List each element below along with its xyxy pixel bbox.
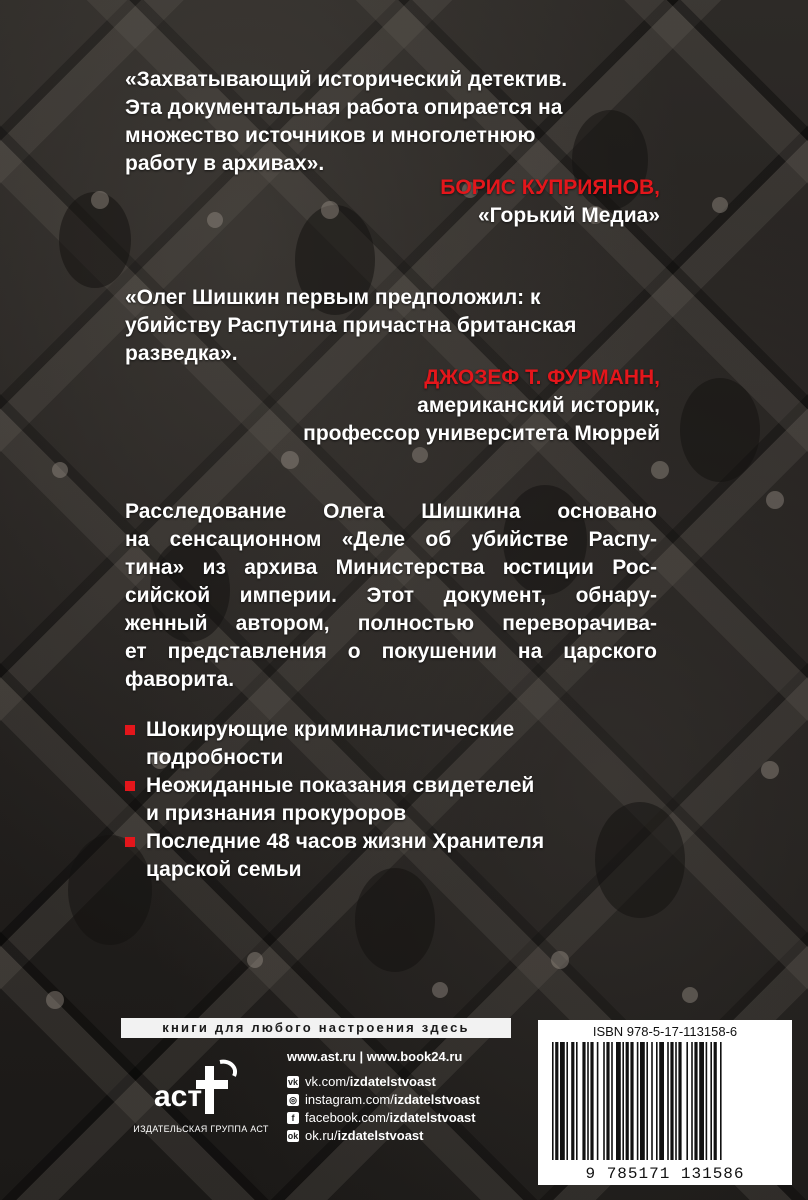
paragraph-line: Расследование Олега Шишкина основано [125, 500, 657, 523]
quote-1-author: БОРИС КУПРИЯНОВ, [440, 176, 660, 199]
red-bullet-icon [125, 725, 135, 735]
bullet-line: Неожиданные показания свидетелей [146, 774, 535, 797]
quote-2-affiliation [200, 392, 660, 448]
quote-line: множество источников и многолетнюю [125, 124, 536, 147]
quote-1-affiliation: «Горький Медиа» [477, 204, 660, 227]
bullet-line: Последние 48 часов жизни Хранителя [146, 830, 545, 853]
bullet-item [125, 716, 625, 772]
bullet-line: подробности [146, 746, 284, 769]
affiliation-line: профессор университета Мюррей [303, 422, 660, 445]
bullet-line: и признания прокуроров [146, 802, 407, 825]
barcode-icon [548, 1042, 782, 1162]
paragraph-line: фаворита. [125, 668, 235, 691]
social-link-facebook[interactable]: f facebook.com/ izdatelstvoast [287, 1110, 476, 1125]
ast-logo-icon [150, 1058, 250, 1120]
instagram-icon: ◎ [287, 1094, 299, 1106]
paragraph-line: на сенсационном «Деле об убийстве Распу- [125, 528, 657, 551]
quote-line: убийству Распутина причастна британская [125, 314, 577, 337]
paragraph-line: сийской империи. Этот документ, обнару- [125, 584, 657, 607]
quote-line: работу в архивах». [125, 152, 325, 175]
paragraph-line: ет представления о покушении на царского [125, 640, 657, 663]
quote-line: «Олег Шишкин первым предположил: к [125, 286, 541, 309]
barcode-digits: 9 785171 131586 [585, 1165, 745, 1183]
description-paragraph [125, 498, 657, 694]
vk-icon: vk [287, 1076, 298, 1087]
quote-line: Эта документальная работа опирается на [125, 96, 563, 119]
bullet-line: царской семьи [146, 858, 302, 881]
quote-line: разведка». [125, 342, 238, 365]
bullet-line: Шокирующие криминалистические [146, 718, 515, 741]
bullet-item [125, 772, 625, 828]
red-bullet-icon [125, 837, 135, 847]
social-link-vk[interactable]: vk vk.com/ izdatelstvoast [287, 1074, 436, 1089]
social-link-instagram[interactable]: ◎ instagram.com/ izdatelstvoast [287, 1092, 480, 1107]
red-bullet-icon [125, 781, 135, 791]
affiliation-line: американский историк, [417, 394, 660, 417]
quote-line: «Захватывающий исторический детектив. [125, 68, 568, 91]
paragraph-line: тина» из архива Министерства юстиции Рос- [125, 556, 657, 579]
odnoklassniki-icon: ok [287, 1130, 299, 1141]
websites-text[interactable]: www.ast.ru | www.book24.ru [287, 1049, 463, 1064]
publisher-name: ИЗДАТЕЛЬСКАЯ ГРУППА АСТ [133, 1124, 269, 1134]
tagline-bar: книги для любого настроения здесь [121, 1018, 511, 1038]
quote-1-text [125, 66, 685, 178]
logo-text: аст [154, 1080, 203, 1113]
quote-2-text [125, 284, 685, 368]
paragraph-line: женный автором, полностью переворачива- [125, 612, 657, 635]
isbn-barcode-box [538, 1020, 792, 1185]
bullet-item [125, 828, 625, 884]
isbn-number: ISBN 978-5-17-113158-6 [592, 1024, 738, 1039]
quote-2-author: ДЖОЗЕФ Т. ФУРМАНН, [424, 366, 660, 389]
facebook-icon: f [287, 1112, 299, 1124]
social-link-odnoklassniki[interactable]: ok ok.ru/ izdatelstvoast [287, 1128, 424, 1143]
